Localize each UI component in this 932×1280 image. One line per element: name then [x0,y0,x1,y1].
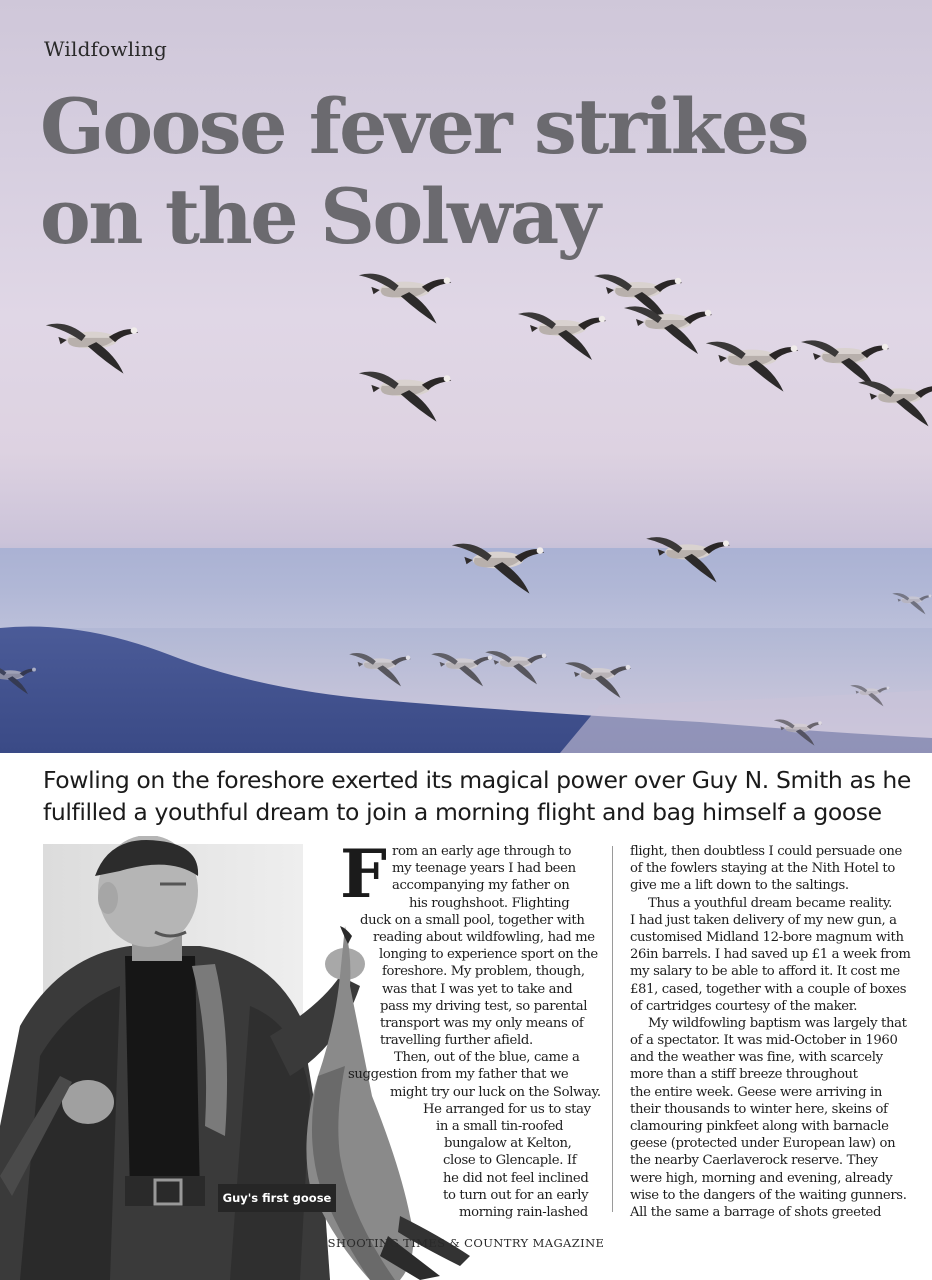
standfirst-line-2: fulfilled a youthful dream to join a morning flight and bag himself a goose [43,798,882,826]
body-line: close to Glencaple. If [443,1153,577,1169]
body-line: travelling further afield. [380,1033,533,1049]
body-line: my salary to be able to afford it. It cost me [630,964,900,980]
body-line: I had just taken delivery of my new gun, a [630,912,897,928]
body-line: Then, out of the blue, came a [394,1050,580,1066]
body-line: were high, morning and evening, already [630,1170,893,1186]
body-line: my teenage years I had been [392,861,576,877]
section-label: Wildfowling [44,37,168,61]
body-line: clamouring pinkfeet along with barnacle [630,1119,889,1134]
body-line: the nearby Caerlaverock reserve. They [630,1153,878,1169]
standfirst [43,764,911,828]
body-column-1 [0,835,601,1221]
body-line: more than a stiff breeze throughout [630,1067,858,1083]
body-line: in a small tin-roofed [436,1119,564,1134]
body-line: bungalow at Kelton, [444,1136,572,1152]
body-line: was that I was yet to take and [382,981,573,997]
body-line: geese (protected under European law) on [630,1136,896,1152]
body-line: customised Midland 12-bore magnum with [630,929,904,945]
body-line: flight, then doubtless I could persuade one [630,844,902,859]
column-rule [612,846,613,1212]
body-line: pass my driving test, so parental [380,998,588,1014]
body-line: Thus a youthful dream became reality. [648,895,893,911]
body-line: reading about wildfowling, had me [373,929,595,945]
body-line: give me a lift down to the saltings. [630,878,849,894]
body-line: wise to the dangers of the waiting gunners. [630,1187,907,1203]
headline-line-2: on the Solway [40,172,599,261]
drop-cap: F [340,835,387,913]
body-line: he did not feel inclined [443,1170,589,1186]
standfirst-line-1: Fowling on the foreshore exerted its magical power over Guy N. Smith as he [43,766,911,794]
body-line: He arranged for us to stay [423,1101,591,1117]
body-line: transport was my only means of [380,1015,584,1031]
body-line: might try our luck on the Solway. [390,1084,601,1100]
body-line: and the weather was fine, with scarcely [630,1050,883,1066]
photo-caption: Guy's first goose [218,1184,336,1212]
body-column-2 [630,843,911,1221]
body-line: morning rain-lashed [459,1204,588,1220]
body-line: rom an early age through to [392,844,572,859]
body-line: suggestion from my father that we [348,1067,569,1083]
headline [40,82,900,262]
body-line: to turn out for an early [443,1187,589,1203]
body-line: longing to experience sport on the [379,947,598,963]
body-line: their thousands to winter here, skeins of [630,1101,888,1117]
body-line: of the fowlers staying at the Nith Hotel to [630,861,895,877]
body-line: All the same a barrage of shots greeted [630,1204,882,1220]
headline-line-1: Goose fever strikes [40,82,808,171]
body-line: 26in barrels. I had saved up £1 a week from [630,947,911,963]
body-line: duck on a small pool, together with [360,912,585,928]
body-line: accompanying my father on [392,878,570,894]
body-line: of a spectator. It was mid-October in 1960 [630,1033,898,1049]
body-line: £81, cased, together with a couple of boxes [630,981,907,997]
magazine-footer: SHOOTING TIMES & COUNTRY MAGAZINE [327,1236,605,1250]
body-line: of cartridges courtesy of the maker. [630,998,858,1014]
body-line: his roughshoot. Flighting [409,895,570,911]
body-line: My wildfowling baptism was largely that [648,1015,907,1031]
body-line: the entire week. Geese were arriving in [630,1084,883,1100]
body-line: foreshore. My problem, though, [382,964,585,980]
